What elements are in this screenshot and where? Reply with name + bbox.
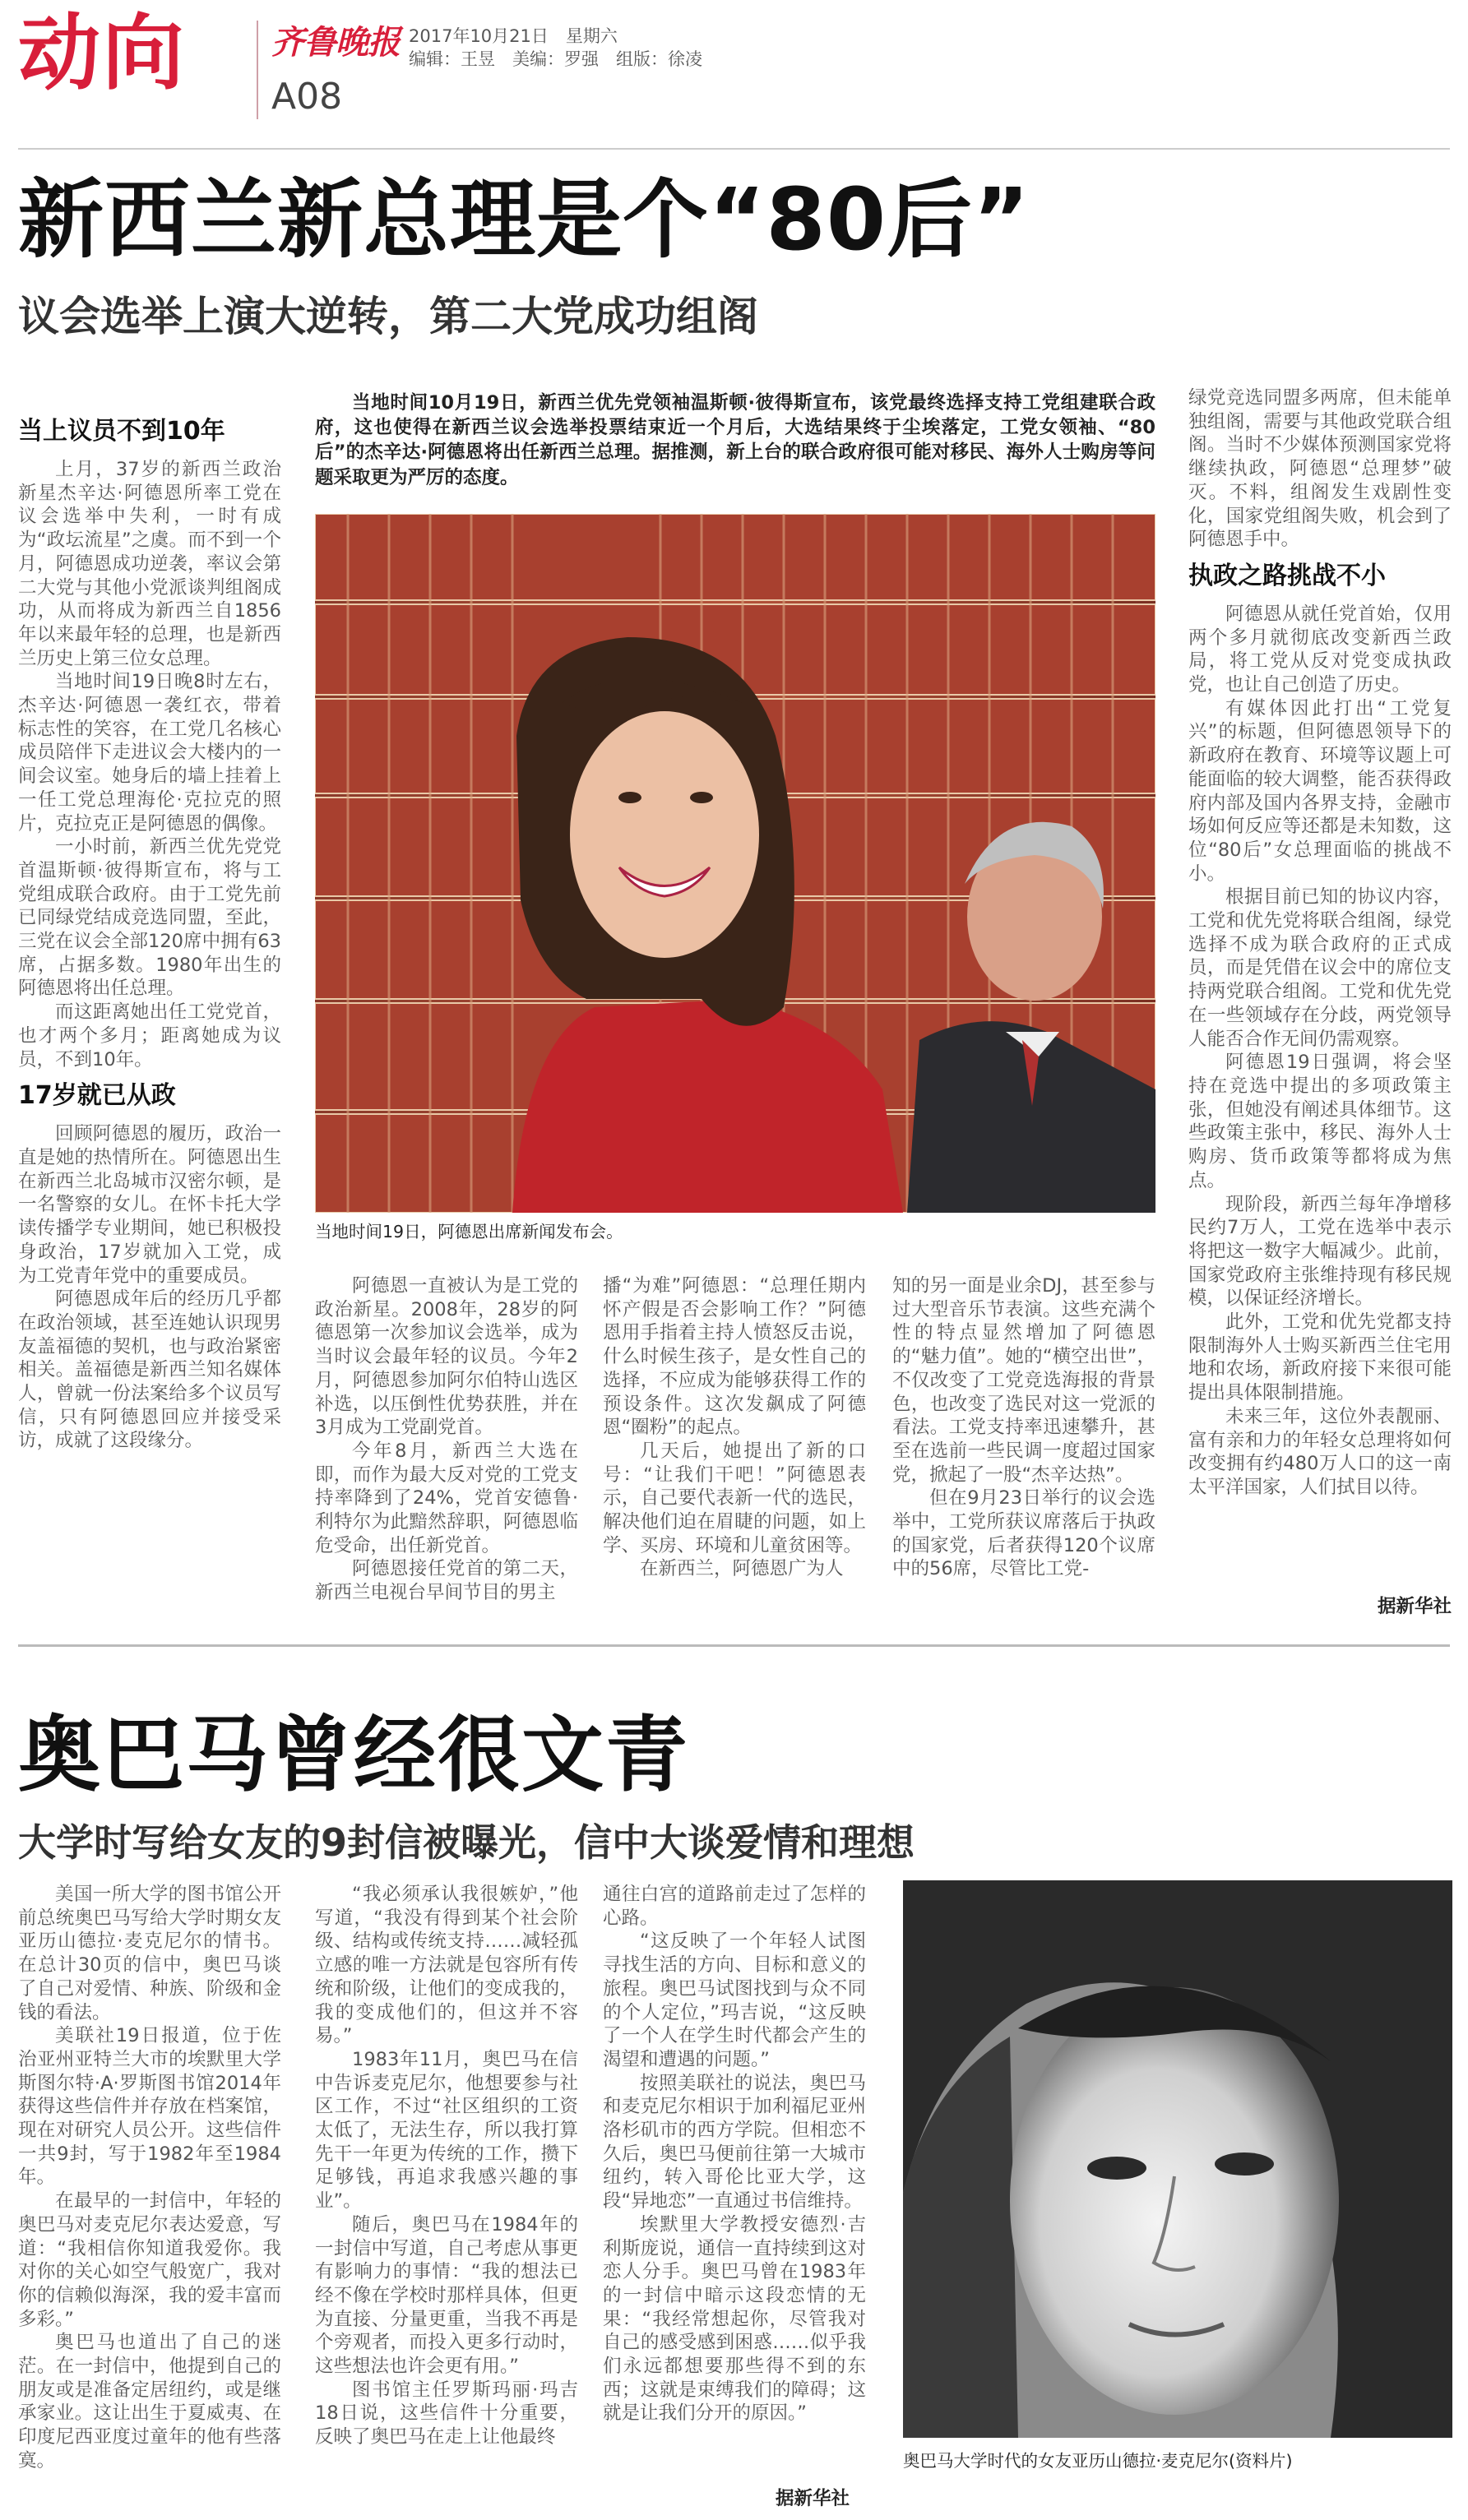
paragraph: 埃默里大学教授安德烈·吉利斯庞说，通信一直持续到这对恋人分手。奥巴马曾在1983年的一封信中暗示这段恋情的无果：“我经常想起你，尽管我对自己的感受感到困惑……似乎我们永远都想要那些得不到的东西；这就是束缚我们的障碍；这就是让我们分开的原因。” (603, 2213, 866, 2425)
story2-source: 据新华社 (775, 2488, 850, 2509)
paragraph: 但在9月23日举行的议会选举中，工党所获议席落后于执政的国家党，后者获得120个议席中的56席，尽管比工党- (892, 1487, 1155, 1580)
subheading: 执政之路挑战不小 (1188, 561, 1386, 590)
press-conference-photo (315, 514, 1155, 1213)
paragraph: 而这距离她出任工党党首，也才两个多月；距离她成为议员，不到10年。 (18, 1001, 281, 1070)
section-divider (18, 1644, 1450, 1647)
paragraph: 阿德恩接任党首的第二天，新西兰电视台早间节目的男主 (315, 1558, 578, 1604)
paragraph: 美联社19日报道，位于佐治亚州亚特兰大市的埃默里大学斯图尔特·A·罗斯图书馆2014年获得这些信件并存放在档案馆，现在对研究人员公开。这些信件一共9封，写于1982年至1984年。 (18, 2025, 281, 2189)
paragraph: 几天后，她提出了新的口号：“让我们干吧！”阿德恩表示，自己要代表新一代的选民，解决他们迫在眉睫的问题，如上学、买房、环境和儿童贫困等。 (603, 1440, 866, 1556)
story1-column-4 (892, 1274, 1155, 1628)
paragraph: 上月，37岁的新西兰政治新星杰辛达·阿德恩所率工党在议会选举中失利，一时有成为“政坛流星”之虞。而不到一个月，阿德恩成功逆袭，率议会第二大党与其他小党派谈判组阁成功，从而将成为新西兰自1856年以来最年轻的总理，也是新西兰历史上第三位女总理。 (18, 459, 281, 669)
subheading: 17岁就已从政 (18, 1081, 176, 1111)
paragraph: 播“为难”阿德恩：“总理任期内怀产假是否会影响工作？”阿德恩用手指着主持人愤怒反击说，什么时候生孩子，是女性自己的选择，不应成为能够获得工作的预设条件。这次发飙成了阿德恩“圈粉”的起点。 (603, 1275, 866, 1439)
paragraph: 在最早的一封信中，年轻的奥巴马对麦克尼尔表达爱意，写道：“我相信你知道我爱你。我对你的关心如空气般宽广，我对你的信赖似海深，我的爱丰富而多彩。” (18, 2190, 281, 2330)
story1-column-3 (603, 1274, 866, 1628)
story1-photo-caption: 当地时间19日，阿德恩出席新闻发布会。 (315, 1222, 623, 1242)
paragraph: 当地时间19日晚8时左右，杰辛达·阿德恩一袭红衣，带着标志性的笑容，在工党几名核心成员陪伴下走进议会大楼内的一间会议室。她身后的墙上挂着上一任工党总理海伦·克拉克的照片，克拉克正是阿德恩的偶像。 (18, 671, 281, 835)
story1-photo (315, 514, 1155, 1213)
paragraph: 阿德恩19日强调，将会坚持在竞选中提出的多项政策主张，但她没有阐述具体细节。这些政策主张中，移民、海外人士购房、货币政策等都将成为焦点。 (1188, 1052, 1452, 1191)
paragraph: 今年8月，新西兰大选在即，而作为最大反对党的工党支持率降到了24%，党首安德鲁·利特尔为此黯然辞职，阿德恩临危受命，出任新党首。 (315, 1440, 578, 1556)
newspaper-logo: 齐鲁晚报 (271, 23, 400, 62)
story1-source: 据新华社 (1377, 1596, 1452, 1617)
paragraph: 在新西兰，阿德恩广为人 (640, 1558, 844, 1580)
paragraph: “我必须承认我很嫉妒，”他写道，“我没有得到某个社会阶级、结构或传统支持……减轻孤立感的唯一方法就是包容所有传统和阶级，让他们的变成我的，我的变成他们的，但这并不容易。” (315, 1884, 578, 2047)
story2-photo (903, 1880, 1452, 2438)
paragraph: 绿党竞选同盟多两席，但未能单独组阁，需要与其他政党联合组阁。当时不少媒体预测国家党将继续执政，阿德恩“总理梦”破灭。不料，组阁发生戏剧性变化，国家党组阁失败，机会到了阿德恩手中。 (1188, 387, 1452, 551)
paragraph: 图书馆主任罗斯玛丽·玛吉18日说，这些信件十分重要，反映了奥巴马在走上让他最终 (315, 2379, 578, 2448)
lead-paragraph: 当地时间10月19日，新西兰优先党领袖温斯顿·彼得斯宣布，该党最终选择支持工党组建联合政府，这也使得在新西兰议会选举投票结束近一个月后，大选结果终于尘埃落定，工党女领袖、“80后”的杰辛达·阿德恩将出任新西兰总理。据推测，新上台的联合政府很可能对移民、海外人士购房等问题采取更为严厉的态度。 (315, 392, 1155, 488)
section-label: 动向 (18, 5, 186, 101)
paragraph: 阿德恩成年后的经历几乎都在政治领域，甚至连她认识现男友盖福德的契机，也与政治紧密相关。盖福德是新西兰知名媒体人，曾就一份法案给多个议员写信，只有阿德恩回应并接受采访，成就了这段缘分。 (18, 1288, 281, 1452)
page-number: A08 (271, 76, 343, 118)
story2-column-2 (315, 1883, 578, 2516)
paragraph: 美国一所大学的图书馆公开前总统奥巴马写给大学时期女友亚历山德拉·麦克尼尔的情书。在总计30页的信中，奥巴马谈了自己对爱情、种族、阶级和金钱的看法。 (18, 1884, 281, 2023)
masthead-divider (257, 21, 258, 119)
paragraph: 奥巴马也道出了自己的迷茫。在一封信中，他提到自己的朋友或是准备定居纽约，或是继承家业。这让出生于夏威夷、在印度尼西亚度过童年的他有些落寞。 (18, 2332, 281, 2471)
paragraph: 回顾阿德恩的履历，政治一直是她的热情所在。阿德恩出生在新西兰北岛城市汉密尔顿，是一名警察的女儿。在怀卡托大学读传播学专业期间，她已积极投身政治，17岁就加入工党，成为工党青年党中的重要成员。 (18, 1123, 281, 1287)
paragraph: 阿德恩从就任党首始，仅用两个多月就彻底改变新西兰政局，将工党从反对党变成执政党，也让自己创造了历史。 (1188, 603, 1452, 696)
paragraph: “这反映了一个年轻人试图寻找生活的方向、目标和意义的旅程。奥巴马试图找到与众不同的个人定位，”玛吉说，“这反映了一个人在学生时代都会产生的渴望和遭遇的问题。” (603, 1930, 866, 2070)
paragraph: 知的另一面是业余DJ，甚至参与过大型音乐节表演。这些充满个性的特点显然增加了阿德恩的“魅力值”。她的“横空出世”，不仅改变了工党竞选海报的背景色，也改变了选民对这一党派的看法。工党支持率迅速攀升，甚至在选前一些民调一度超过国家党，掀起了一股“杰辛达热”。 (892, 1275, 1155, 1486)
story2-column-1 (18, 1883, 281, 2516)
story2-subhead: 大学时写给女友的9封信被曝光，信中大谈爱情和理想 (18, 1820, 915, 1865)
story1-column-1 (18, 407, 281, 1624)
portrait-photo (903, 1880, 1452, 2438)
story1-headline: 新西兰新总理是个“80后” (18, 169, 1030, 270)
subheading: 当上议员不到10年 (18, 417, 225, 446)
paragraph: 现阶段，新西兰每年净增移民约7万人，工党在选举中表示将把这一数字大幅减少。此前，国家党政府主张维持现有移民规模，以保证经济增长。 (1188, 1193, 1452, 1310)
paragraph: 随后，奥巴马在1984年的一封信中写道，自己考虑从事更有影响力的事情：“我的想法已经不像在学校时那样具体，但更为直接、分量更重，当我不再是个旁观者，而投入更多行动时，这些想法也许会更有用。” (315, 2213, 578, 2378)
paragraph: 一小时前，新西兰优先党党首温斯顿·彼得斯宣布，将与工党组成联合政府。由于工党先前已同绿党结成竞选同盟，至此，三党在议会全部120席中拥有63席，占据多数。1980年出生的阿德恩将出任总理。 (18, 836, 281, 1000)
story1-column-2 (315, 1274, 578, 1628)
story2-column-3 (603, 1883, 866, 2483)
editor-credits: 编辑：王昱 美编：罗强 组版：徐凌 (409, 49, 702, 69)
paragraph: 1983年11月，奥巴马在信中告诉麦克尼尔，他想要参与社区工作，不过“社区组织的工资太低了，无法生存，所以我打算先干一年更为传统的工作，攒下足够钱，再追求我感兴趣的事业”。 (315, 2048, 578, 2213)
paragraph: 按照美联社的说法，奥巴马和麦克尼尔相识于加利福尼亚州洛杉矶市的西方学院。但相恋不久后，奥巴马便前往第一大城市纽约，转入哥伦比亚大学，这段“异地恋”一直通过书信维持。 (603, 2072, 866, 2213)
story1-lead (315, 391, 1155, 506)
story2-photo-caption: 奥巴马大学时代的女友亚历山德拉·麦克尼尔(资料片) (903, 2451, 1293, 2471)
paragraph: 通往白宫的道路前走过了怎样的心路。 (603, 1884, 866, 1929)
issue-date: 2017年10月21日 星期六 (409, 26, 618, 46)
paragraph: 根据目前已知的协议内容，工党和优先党将联合组阁，绿党选择不成为联合政府的正式成员，而是凭借在议会中的席位支持两党联合组阁。工党和优先党在一些领域存在分歧，两党领导人能否合作无间仍需观察。 (1188, 886, 1452, 1050)
masthead-rule (18, 148, 1450, 150)
paragraph: 阿德恩一直被认为是工党的政治新星。2008年，28岁的阿德恩第一次参加议会选举，成为当时议会最年轻的议员。今年2月，阿德恩参加阿尔伯特山选区补选，以压倒性优势获胜，并在3月成为工党副党首。 (315, 1275, 578, 1439)
paragraph: 有媒体因此打出“工党复兴”的标题，但阿德恩领导下的新政府在教育、环境等议题上可能面临的较大调整，能否获得政府内部及国内各界支持，金融市场如何反应等还都是未知数，这位“80后”女总理面临的挑战不小。 (1188, 697, 1452, 885)
paragraph: 此外，工党和优先党都支持限制海外人士购买新西兰住宅用地和农场，新政府接下来很可能提出具体限制措施。 (1188, 1311, 1452, 1404)
story1-subhead: 议会选举上演大逆转，第二大党成功组阁 (18, 293, 758, 340)
paragraph: 未来三年，这位外表靓丽、富有亲和力的年轻女总理将如何改变拥有约480万人口的这一南太平洋国家，人们拭目以待。 (1188, 1405, 1452, 1498)
story1-column-5 (1188, 386, 1452, 1595)
story2-headline: 奥巴马曾经很文青 (18, 1707, 689, 1803)
